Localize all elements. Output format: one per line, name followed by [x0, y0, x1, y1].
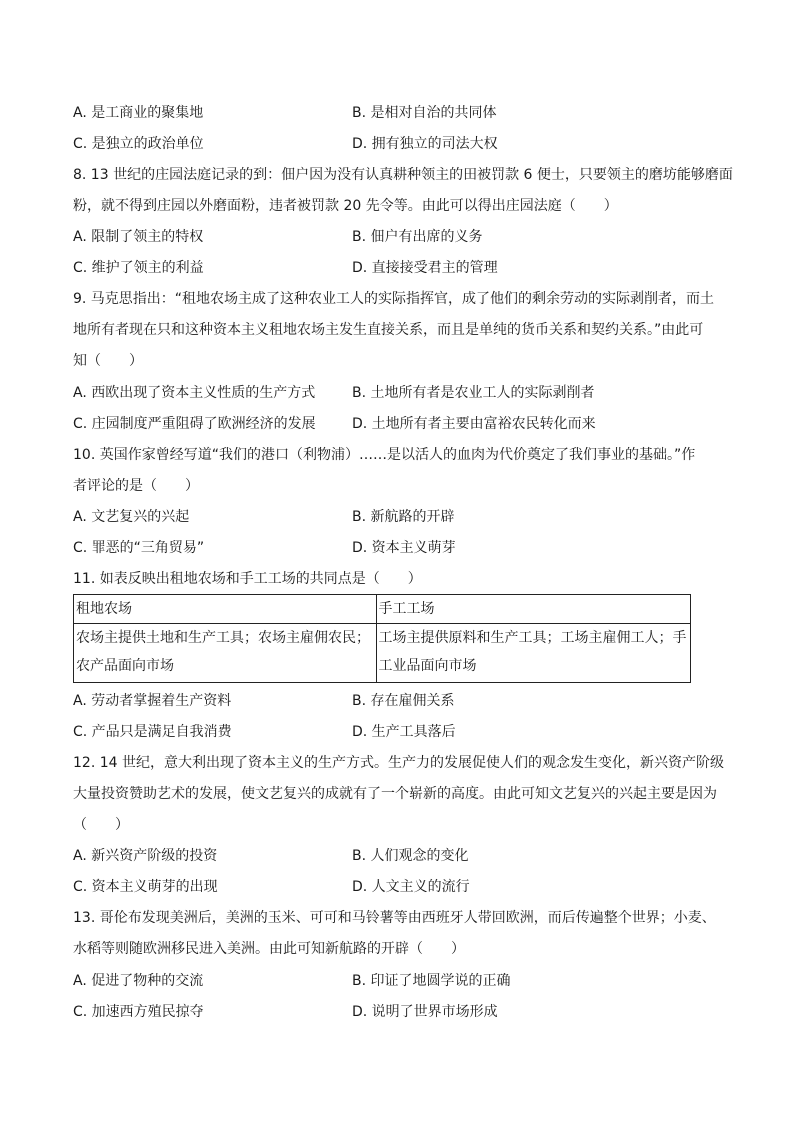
q8-stem-line-2: 粉，就不得到庄园以外磨面粉，违者被罚款 20 先令等。由此可以得出庄园法庭（ ）	[73, 198, 618, 214]
q8-option-d[interactable]: D. 直接接受君主的管理	[352, 260, 498, 276]
q7-option-d[interactable]: D. 拥有独立的司法大权	[352, 136, 498, 152]
q10-option-d[interactable]: D. 资本主义萌芽	[352, 540, 456, 556]
q13-options-row-2	[73, 1003, 723, 1021]
q13-option-d[interactable]: D. 说明了世界市场形成	[352, 1004, 498, 1020]
q12-options-row-2	[73, 878, 723, 896]
q8-option-b[interactable]: B. 佃户有出席的义务	[352, 229, 483, 245]
q7-option-c[interactable]: C. 是独立的政治单位	[73, 136, 204, 152]
q12-option-d[interactable]: D. 人文主义的流行	[352, 879, 470, 895]
table-row	[74, 624, 691, 683]
q10-options-row-1	[73, 508, 723, 526]
q10-stem-line-2: 者评论的是（ ）	[73, 478, 199, 494]
q9-option-c[interactable]: C. 庄园制度严重阻碍了欧洲经济的发展	[73, 416, 316, 432]
q11-comparison-table	[73, 594, 691, 683]
q13-stem-line-1: 13. 哥伦布发现美洲后，美洲的玉米、可可和马铃薯等由西班牙人带回欧洲，而后传遍整个世界；小麦、	[73, 910, 716, 926]
q12-option-c[interactable]: C. 资本主义萌芽的出现	[73, 879, 218, 895]
q10-option-a[interactable]: A. 文艺复兴的兴起	[73, 509, 190, 525]
q10-option-c[interactable]: C. 罪恶的“三角贸易”	[73, 540, 205, 556]
q11-option-d[interactable]: D. 生产工具落后	[352, 724, 456, 740]
q9-option-b[interactable]: B. 土地所有者是农业工人的实际剥削者	[352, 385, 595, 401]
q12-options-row-1	[73, 847, 723, 865]
q9-options-row-1	[73, 384, 723, 402]
table-cell-right	[376, 624, 690, 683]
table-cell-left	[74, 624, 377, 683]
q9-option-d[interactable]: D. 土地所有者主要由富裕农民转化而来	[352, 416, 596, 432]
q12-stem-line-3: （ ）	[73, 817, 129, 833]
q11-option-b[interactable]: B. 存在雇佣关系	[352, 693, 455, 709]
q13-option-b[interactable]: B. 印证了地圆学说的正确	[352, 973, 511, 989]
q10-stem-line-1: 10. 英国作家曾经写道“我们的港口（利物浦）……是以活人的血肉为代价奠定了我们事业的基础。”作	[73, 447, 696, 463]
q8-option-c[interactable]: C. 维护了领主的利益	[73, 260, 204, 276]
q12-stem-line-2: 大量投资赞助艺术的发展，使文艺复兴的成就有了一个崭新的高度。由此可知文艺复兴的兴起主要是因为	[73, 786, 717, 802]
q8-option-a[interactable]: A. 限制了领主的特权	[73, 229, 204, 245]
q11-option-a[interactable]: A. 劳动者掌握着生产资料	[73, 693, 232, 709]
q9-options-row-2	[73, 415, 723, 433]
q12-stem-line-1: 12. 14 世纪，意大利出现了资本主义的生产方式。生产力的发展促使人们的观念发生变化，新兴资产阶级	[73, 755, 724, 771]
table-header-right: 手工工场	[376, 595, 690, 624]
q8-options-row-1	[73, 228, 723, 246]
table-cell-left-line-1: 农场主提供土地和生产工具；农场主雇佣农民；	[76, 630, 370, 646]
q11-options-row-2	[73, 723, 723, 741]
q13-options-row-1	[73, 972, 723, 990]
q9-option-a[interactable]: A. 西欧出现了资本主义性质的生产方式	[73, 385, 316, 401]
q8-options-row-2	[73, 259, 723, 277]
q10-option-b[interactable]: B. 新航路的开辟	[352, 509, 455, 525]
q7-options-row-1	[73, 104, 723, 122]
q7-options-row-2	[73, 135, 723, 153]
table-header-row	[74, 595, 691, 624]
q7-option-a[interactable]: A. 是工商业的聚集地	[73, 105, 204, 121]
q9-stem-line-3: 知（ ）	[73, 353, 143, 369]
q11-option-c[interactable]: C. 产品只是满足自我消费	[73, 724, 232, 740]
q11-options-row-1	[73, 692, 723, 710]
q9-stem-line-1: 9. 马克思指出：“租地农场主成了这种农业工人的实际指挥官，成了他们的剩余劳动的实际剥削者，而土	[73, 291, 715, 307]
q12-option-b[interactable]: B. 人们观念的变化	[352, 848, 469, 864]
q11-stem-line-1: 11. 如表反映出租地农场和手工工场的共同点是（ ）	[73, 571, 422, 587]
q13-option-a[interactable]: A. 促进了物种的交流	[73, 973, 204, 989]
q9-stem-line-2: 地所有者现在只和这种资本主义租地农场主发生直接关系，而且是单纯的货币关系和契约关系。”由此可	[73, 322, 704, 338]
table-header-left: 租地农场	[74, 595, 377, 624]
q7-option-b[interactable]: B. 是相对自治的共同体	[352, 105, 497, 121]
q13-stem-line-2: 水稻等则随欧洲移民进入美洲。由此可知新航路的开辟（ ）	[73, 941, 465, 957]
q8-stem-line-1: 8. 13 世纪的庄园法庭记录的到：佃户因为没有认真耕种领主的田被罚款 6 便士，只要领主的磨坊能够磨面	[73, 167, 733, 183]
table-cell-left-line-2: 农产品面向市场	[76, 658, 174, 674]
q10-options-row-2	[73, 539, 723, 557]
table-cell-right-line-2: 工业品面向市场	[378, 658, 477, 674]
q13-option-c[interactable]: C. 加速西方殖民掠夺	[73, 1004, 204, 1020]
table-cell-right-line-1: 工场主提供原料和生产工具；工场主雇佣工人；手	[378, 630, 687, 646]
q12-option-a[interactable]: A. 新兴资产阶级的投资	[73, 848, 218, 864]
